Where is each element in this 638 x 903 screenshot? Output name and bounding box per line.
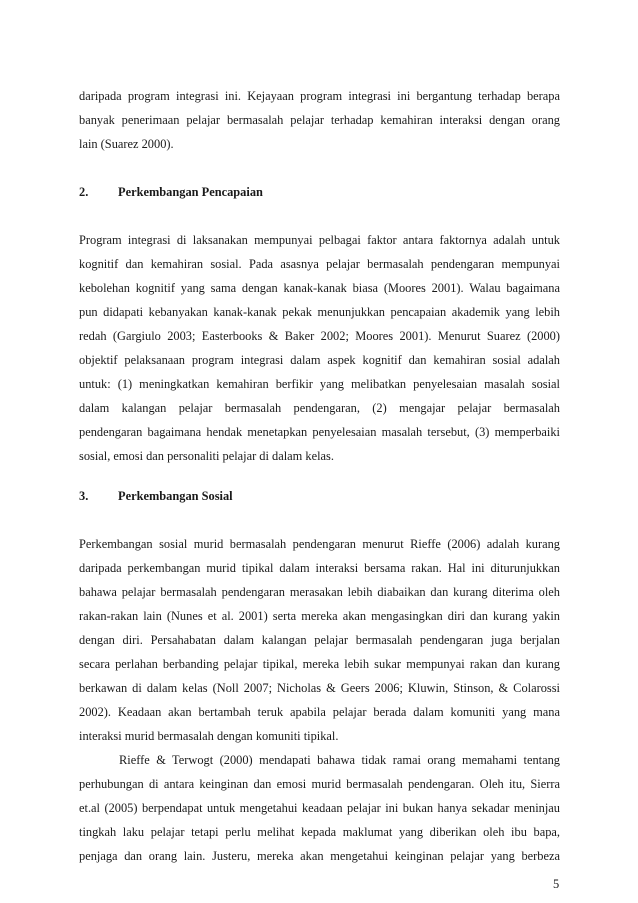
body-line: bahawa pelajar bermasalah pendengaran merasakan lebih diabaikan dan kurang diterima oleh xyxy=(79,585,560,599)
body-line: lain (Suarez 2000). xyxy=(79,137,174,151)
body-line: dalam kalangan pelajar bermasalah pendengaran, (2) mengajar pelajar bermasalah xyxy=(79,401,560,415)
body-line: rakan-rakan lain (Nunes et al. 2001) serta mereka akan mengasingkan diri dan kurang yakin xyxy=(79,609,560,623)
section-number: 2. xyxy=(79,185,89,199)
body-line: et.al (2005) berpendapat untuk mengetahui keadaan pelajar ini bukan hanya sekadar meninjau xyxy=(79,801,560,815)
body-line: Program integrasi di laksanakan mempunyai pelbagai faktor antara faktornya adalah untuk xyxy=(79,233,560,247)
section-heading xyxy=(79,488,233,504)
body-line: pendengaran bagaimana hendak menetapkan penyelesaian masalah tersebut, (3) memperbaiki xyxy=(79,425,560,439)
body-line: Perkembangan sosial murid bermasalah pendengaran menurut Rieffe (2006) adalah kurang xyxy=(79,537,560,551)
body-line: kebolehan kognitif yang sama dengan kanak-kanak biasa (Moores 2001). Walau bagaimana xyxy=(79,281,560,295)
body-line: redah (Gargiulo 2003; Easterbooks & Baker 2002; Moores 2001). Menurut Suarez (2000) xyxy=(79,329,560,343)
body-line: daripada perkembangan murid tipikal dalam interaksi bersama rakan. Hal ini diturunjukkan xyxy=(79,561,560,575)
body-line: kognitif dan kemahiran sosial. Pada asasnya pelajar bermasalah pendengaran mempunyai xyxy=(79,257,560,271)
body-line: Rieffe & Terwogt (2000) mendapati bahawa tidak ramai orang memahami tentang xyxy=(119,753,560,767)
body-line: 2002). Keadaan akan bertambah teruk apabila pelajar berada dalam komuniti yang mana xyxy=(79,705,560,719)
body-line: tingkah laku pelajar tetapi perlu melihat kepada maklumat yang diberikan oleh ibu bapa, xyxy=(79,825,560,839)
body-line: interaksi murid bermasalah dengan komuniti tipikal. xyxy=(79,729,339,743)
body-line: perhubungan di antara keinginan dan emosi murid bermasalah pendengaran. Oleh itu, Sierra xyxy=(79,777,560,791)
section-number: 3. xyxy=(79,489,89,503)
body-line: daripada program integrasi ini. Kejayaan program integrasi ini bergantung terhadap berapa xyxy=(79,89,560,103)
section-title: Perkembangan Pencapaian xyxy=(118,185,263,199)
section-title: Perkembangan Sosial xyxy=(118,489,233,503)
body-line: berkawan di dalam kelas (Noll 2007; Nicholas & Geers 2006; Kluwin, Stinson, & Colarossi xyxy=(79,681,560,695)
body-line: pun didapati kebanyakan kanak-kanak pekak menunjukkan pencapaian akademik yang lebih xyxy=(79,305,560,319)
body-line: sosial, emosi dan personaliti pelajar di dalam kelas. xyxy=(79,449,334,463)
body-line: penjaga dan orang lain. Justeru, mereka akan mengetahui keinginan pelajar yang berbeza xyxy=(79,849,560,863)
section-heading xyxy=(79,184,263,200)
body-line: untuk: (1) meningkatkan kemahiran berfikir yang melibatkan penyelesaian masalah sosial xyxy=(79,377,560,391)
body-line: objektif pelaksanaan program integrasi dalam aspek kognitif dan kemahiran sosial adalah xyxy=(79,353,560,367)
page-number: 5 xyxy=(553,877,560,891)
body-line: secara perlahan berbanding pelajar tipikal, mereka lebih sukar mempunyai rakan dan kurang xyxy=(79,657,560,671)
body-line: dengan diri. Persahabatan dalam kalangan pelajar bermasalah pendengaran juga berjalan xyxy=(79,633,560,647)
body-line: banyak penerimaan pelajar bermasalah pelajar terhadap kemahiran interaksi dengan orang xyxy=(79,113,560,127)
